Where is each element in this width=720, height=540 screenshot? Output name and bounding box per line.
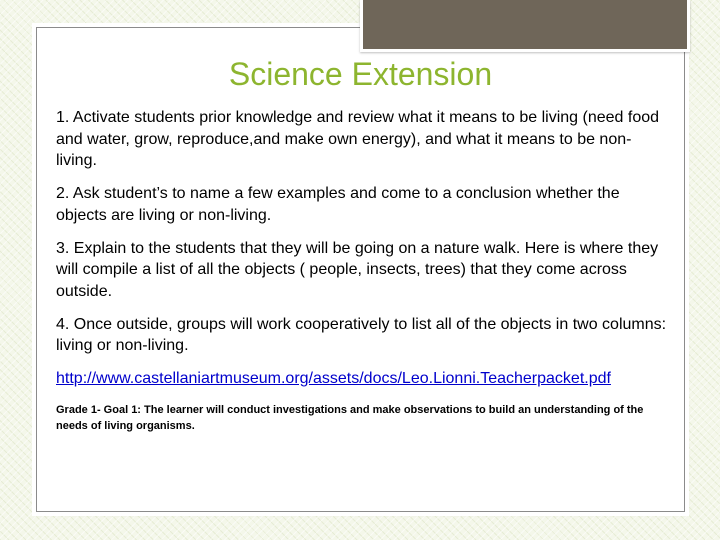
standards-footnote: Grade 1- Goal 1: The learner will conduct investigations and make observations to build an understanding of the needs of living organisms. xyxy=(56,403,644,432)
step-3-text: 3. Explain to the students that they will be going on a nature walk. Here is where they will compile a list of all the objects ( people, insects, trees) that they come across outside. xyxy=(56,239,659,300)
step-4-text: 4. Once outside, groups will work cooperatively to list all of the objects in two columns: living or non-living. xyxy=(56,315,667,354)
decorative-accent-block xyxy=(360,0,690,52)
teacher-packet-link[interactable]: http://www.castellaniartmuseum.org/assets/docs/Leo.Lionni.Teacherpacket.pdf xyxy=(56,370,611,387)
slide-title: Science Extension xyxy=(228,56,493,92)
step-2-text: 2. Ask student’s to name a few examples and come to a conclusion whether the objects are living or non-living. xyxy=(56,185,620,224)
slide-body xyxy=(56,107,668,434)
step-1-text: 1. Activate students prior knowledge and review what it means to be living (need food and water, grow, reproduce,and make own energy), and what it means to be non-living. xyxy=(56,109,660,169)
slide-content-frame xyxy=(36,27,685,512)
